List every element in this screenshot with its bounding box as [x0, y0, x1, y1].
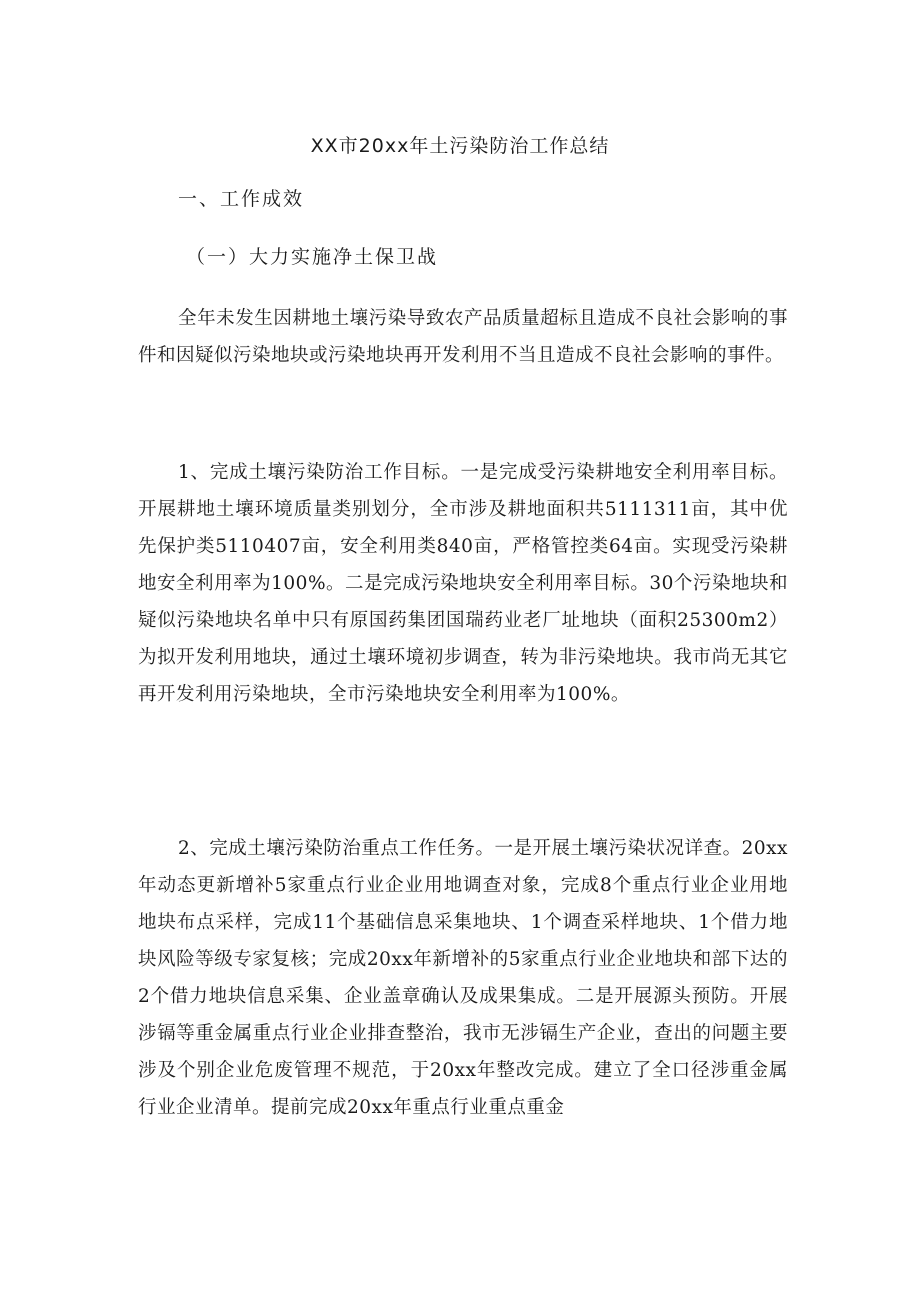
paragraph-3: 2、完成土壤污染防治重点工作任务。一是开展土壤污染状况详查。20xx年动态更新增补5家重点行业企业用地调查对象，完成8个重点行业企业用地地块布点采样，完成11个基础信息采集地块、1个调查采样地块、1个借力地块风险等级专家复核；完成20xx年新增补的5家重点行业企业地块和部下达的2个借力地块信息采集、企业盖章确认及成果集成。二是开展源头预防。开展涉镉等重金属重点行业企业排查整治，我市无涉镉生产企业，查出的问题主要涉及个别企业危废管理不规范，于20xx年整改完成。建立了全口径涉重金属行业企业清单。提前完成20xx年重点行业重点重金: [138, 838, 788, 1118]
paragraph-1: 全年未发生因耕地土壤污染导致农产品质量超标且造成不良社会影响的事件和因疑似污染地块或污染地块再开发利用不当且造成不良社会影响的事件。: [138, 308, 788, 366]
document-title: XX市20xx年土污染防治工作总结: [310, 135, 610, 157]
section-heading: 一、工作成效: [178, 188, 305, 210]
paragraph-2: 1、完成土壤污染防治工作目标。一是完成受污染耕地安全利用率目标。开展耕地土壤环境质量类别划分，全市涉及耕地面积共5111311亩，其中优先保护类5110407亩，安全利用类840亩，严格管控类64亩。实现受污染耕地安全利用率为100%。二是完成污染地块安全利用率目标。30个污染地块和疑似污染地块名单中只有原国药集团国瑞药业老厂址地块（面积25300m2）为拟开发利用地块，通过土壤环境初步调查，转为非污染地块。我市尚无其它再开发利用污染地块，全市污染地块安全利用率为100%。: [138, 462, 788, 705]
subsection-heading: （一）大力实施净土保卫战: [186, 246, 439, 268]
